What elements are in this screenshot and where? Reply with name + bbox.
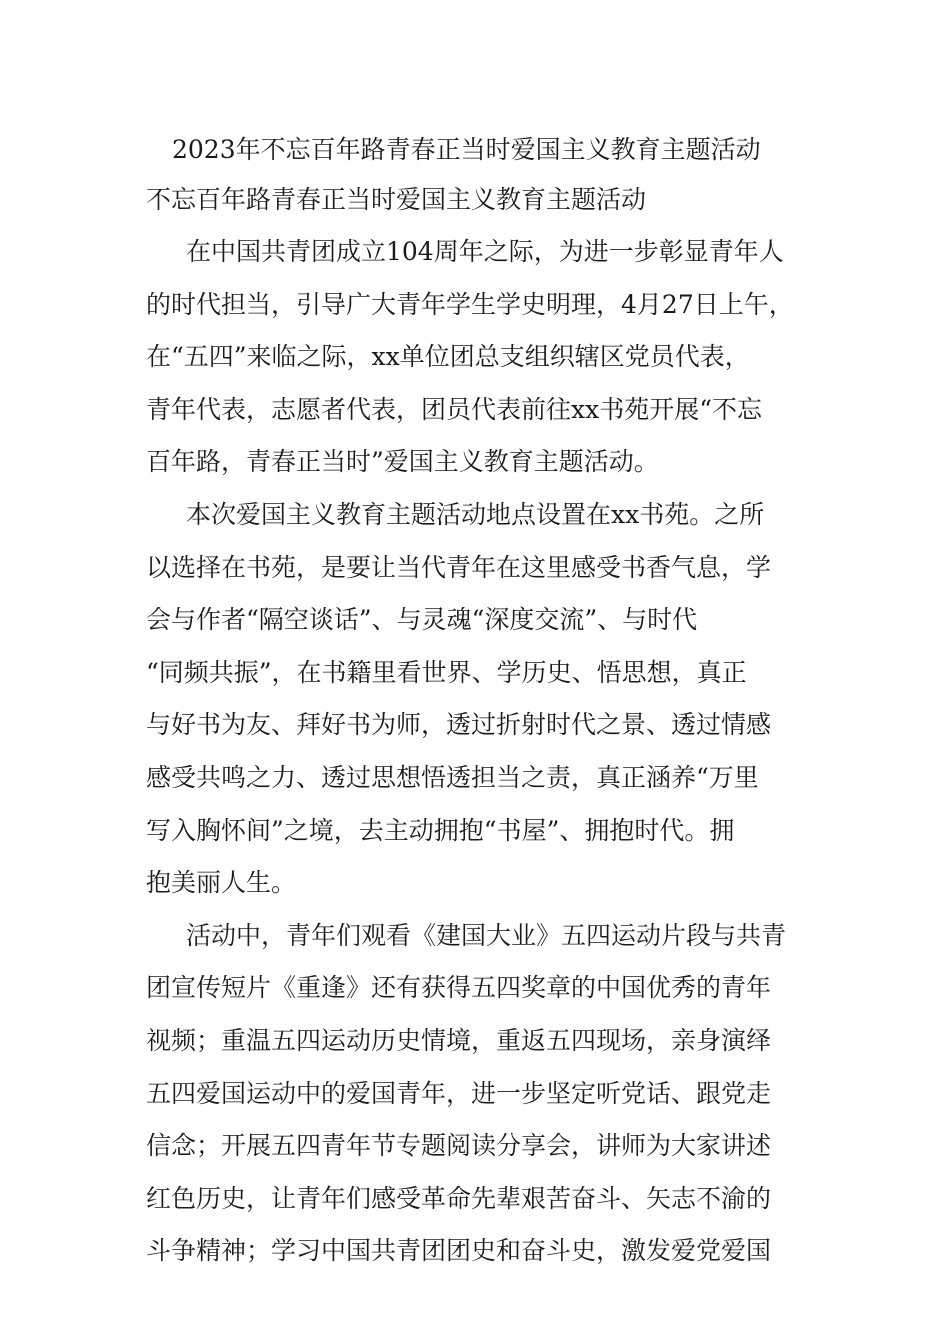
paragraph-line: 在“五四”来临之际，xx单位团总支组织辖区党员代表， — [146, 342, 750, 372]
paragraph-line: 红色历史，让青年们感受革命先辈艰苦奋斗、矢志不渝的 — [146, 1183, 772, 1213]
paragraph-line: 在中国共青团成立104周年之际，为进一步彰显青年人 — [186, 237, 784, 266]
paragraph-line: 抱美丽人生。 — [146, 868, 297, 898]
paragraph-line: 百年路，青春正当时”爱国主义教育主题活动。 — [146, 447, 659, 477]
paragraph-3 — [146, 910, 836, 1278]
document-body — [146, 226, 836, 1278]
paragraph-line: 的时代担当，引导广大青年学生学史明理，4月27日上午， — [146, 289, 794, 319]
document-title: 2023年不忘百年路青春正当时爱国主义教育主题活动 — [172, 135, 761, 164]
paragraph-2 — [146, 489, 836, 910]
document-subtitle: 不忘百年路青春正当时爱国主义教育主题活动 — [146, 185, 647, 214]
paragraph-line: 以选择在书苑，是要让当代青年在这里感受书香气息，学 — [146, 552, 772, 582]
paragraph-line: 团宣传短片《重逢》还有获得五四奖章的中国优秀的青年 — [146, 973, 772, 1003]
paragraph-line: 会与作者“隔空谈话”、与灵魂“深度交流”、与时代 — [146, 605, 698, 635]
paragraph-line: 活动中，青年们观看《建国大业》五四运动片段与共青 — [186, 920, 787, 950]
paragraph-line: “同频共振”，在书籍里看世界、学历史、悟思想，真正 — [146, 657, 747, 687]
paragraph-line: 信念；开展五四青年节专题阅读分享会，讲师为大家讲述 — [146, 1131, 772, 1161]
paragraph-line: 青年代表，志愿者代表，团员代表前往xx书苑开展“不忘 — [146, 394, 762, 424]
paragraph-1 — [146, 226, 836, 489]
paragraph-line: 视频；重温五四运动历史情境，重返五四现场，亲身演绎 — [146, 1025, 772, 1055]
paragraph-line: 五四爱国运动中的爱国青年，进一步坚定听党话、跟党走 — [146, 1078, 772, 1108]
paragraph-line: 感受共鸣之力、透过思想悟透担当之责，真正涵养“万里 — [146, 762, 759, 792]
paragraph-line: 写入胸怀间”之境，去主动拥抱“书屋”、拥抱时代。拥 — [146, 815, 735, 845]
paragraph-line: 与好书为友、拜好书为师，透过折射时代之景、透过情感 — [146, 710, 772, 740]
paragraph-line: 本次爱国主义教育主题活动地点设置在xx书苑。之所 — [186, 499, 765, 529]
paragraph-line: 斗争精神；学习中国共青团团史和奋斗史，激发爱党爱国 — [146, 1236, 772, 1266]
